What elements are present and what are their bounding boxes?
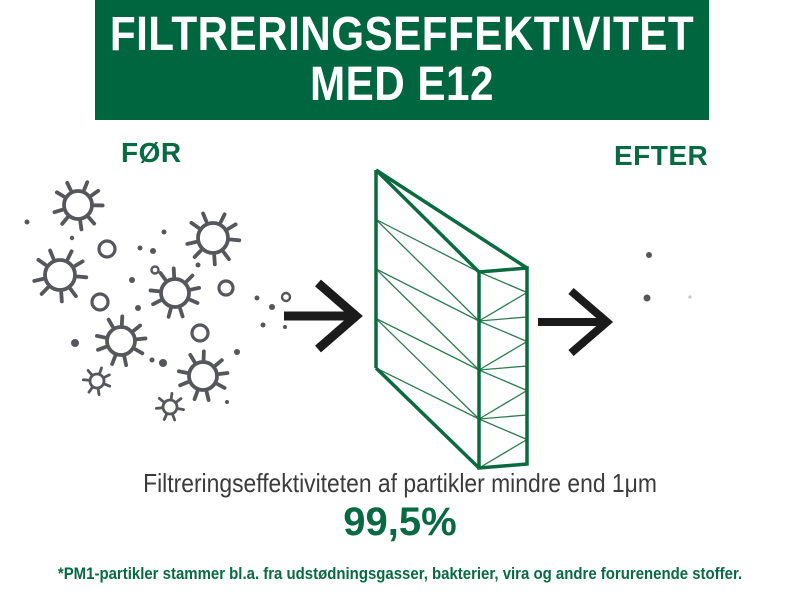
virus-spike — [137, 338, 145, 339]
virus-spike — [180, 382, 188, 385]
dot-particle — [138, 246, 143, 251]
ring-particle — [92, 294, 108, 310]
virus-spike — [92, 191, 99, 196]
virus-spike — [42, 288, 48, 294]
dot-particle — [162, 230, 167, 235]
dot-particle — [150, 358, 155, 363]
virus-spike — [54, 210, 62, 212]
virus-spike — [88, 371, 92, 375]
virus-spike — [187, 276, 193, 282]
dot-particle — [283, 325, 287, 329]
virus-spike — [124, 357, 126, 365]
virus-spike — [159, 398, 163, 401]
virus-spike — [190, 300, 197, 303]
virus-spike — [84, 182, 87, 190]
dot-particle — [225, 400, 229, 404]
virus-spike — [219, 373, 227, 374]
virus-spike — [67, 183, 71, 190]
dot-particle — [234, 349, 240, 355]
virus-spike — [80, 221, 81, 229]
dot-particle — [135, 305, 141, 311]
virus-spike — [177, 399, 181, 402]
virus-spike — [179, 371, 187, 373]
virus-spike — [203, 214, 206, 222]
dot-particle — [71, 339, 79, 347]
virus-spike — [105, 384, 110, 386]
virus-spike — [228, 224, 235, 228]
dot-particle — [196, 263, 201, 268]
virus-spike — [38, 260, 45, 265]
virus-spike — [207, 392, 209, 400]
virus-spike — [171, 393, 172, 398]
virus-spike — [180, 309, 183, 317]
virus-spike — [191, 223, 198, 228]
virus-particle — [198, 223, 228, 253]
virus-particle — [161, 279, 189, 307]
virus-spike — [57, 192, 64, 196]
title-line-2: MED E12 — [310, 58, 494, 111]
virus-spike — [216, 360, 222, 365]
label-before: FØR — [121, 137, 182, 168]
virus-spike — [109, 320, 113, 327]
virus-spike — [153, 300, 160, 304]
virus-spike — [104, 375, 109, 377]
virus-particle — [189, 362, 217, 390]
virus-spike — [75, 261, 82, 265]
dot-particle — [646, 252, 652, 258]
virus-spike — [50, 251, 53, 259]
virus-spike — [134, 325, 140, 330]
dot-particle — [150, 248, 156, 254]
virus-spike — [221, 214, 225, 222]
dot-particle — [129, 277, 135, 283]
arrow-right-icon — [538, 291, 607, 353]
dot-particle — [255, 296, 260, 301]
virus-particle — [90, 374, 104, 388]
virus-spike — [68, 251, 72, 259]
virus-spike — [112, 356, 115, 364]
virus-spike — [164, 414, 166, 419]
virus-spike — [190, 355, 194, 362]
virus-spike — [71, 289, 76, 296]
ring-particle — [219, 281, 233, 295]
dot-particle — [70, 236, 74, 240]
virus-spike — [217, 384, 224, 388]
ring-particle — [192, 325, 208, 341]
virus-spike — [195, 392, 198, 400]
virus-spike — [34, 279, 42, 281]
ring-particle — [282, 293, 290, 301]
virus-spike — [187, 242, 195, 244]
virus-spike — [83, 380, 88, 381]
dot-particle — [159, 359, 167, 367]
title-line-1: FILTRERINGSEFFEKTIVITET — [109, 8, 695, 61]
virus-spike — [89, 217, 94, 223]
virus-particle — [64, 191, 92, 219]
arrow-right-icon — [284, 283, 356, 349]
virus-spike — [161, 273, 166, 280]
particle-cluster-after — [644, 252, 692, 302]
footnote-text: *PM1-partikler stammer bl.a. fra udstødningsgasser, bakterier, vira og andre forurenende stoffer. — [57, 564, 743, 583]
dot-particle — [25, 220, 30, 225]
virus-spike — [98, 347, 106, 350]
virus-spike — [224, 252, 229, 259]
virus-spike — [135, 349, 142, 353]
virus-spike — [61, 293, 62, 302]
efficiency-value: 99,5% — [343, 500, 457, 544]
ring-particle — [99, 241, 115, 257]
virus-spike — [178, 409, 183, 410]
virus-spike — [150, 290, 158, 291]
virus-spike — [231, 240, 240, 241]
virus-spike — [62, 218, 67, 224]
particle-cluster-before — [25, 182, 291, 420]
virus-spike — [98, 389, 99, 394]
virus-spike — [169, 309, 171, 317]
virus-spike — [156, 408, 161, 409]
virus-spike — [97, 336, 105, 338]
virus-spike — [195, 251, 201, 257]
dot-particle — [261, 323, 266, 328]
virus-particle — [107, 327, 135, 355]
virus-spike — [89, 388, 92, 392]
virus-particle — [163, 400, 177, 414]
dot-particle — [269, 304, 275, 310]
dot-particle — [644, 295, 651, 302]
filter-3d-illustration — [376, 170, 527, 468]
virus-spike — [78, 277, 87, 278]
virus-spike — [191, 288, 199, 290]
ring-particle — [152, 267, 159, 274]
virus-spike — [173, 415, 175, 420]
virus-spike — [100, 368, 102, 373]
virus-particle — [45, 260, 75, 290]
caption-text: Filtreringseffektiviteten af partikler mindre end 1μm — [143, 468, 657, 498]
virus-spike — [214, 256, 215, 265]
dot-particle — [688, 295, 691, 298]
label-after: EFTER — [614, 140, 709, 171]
